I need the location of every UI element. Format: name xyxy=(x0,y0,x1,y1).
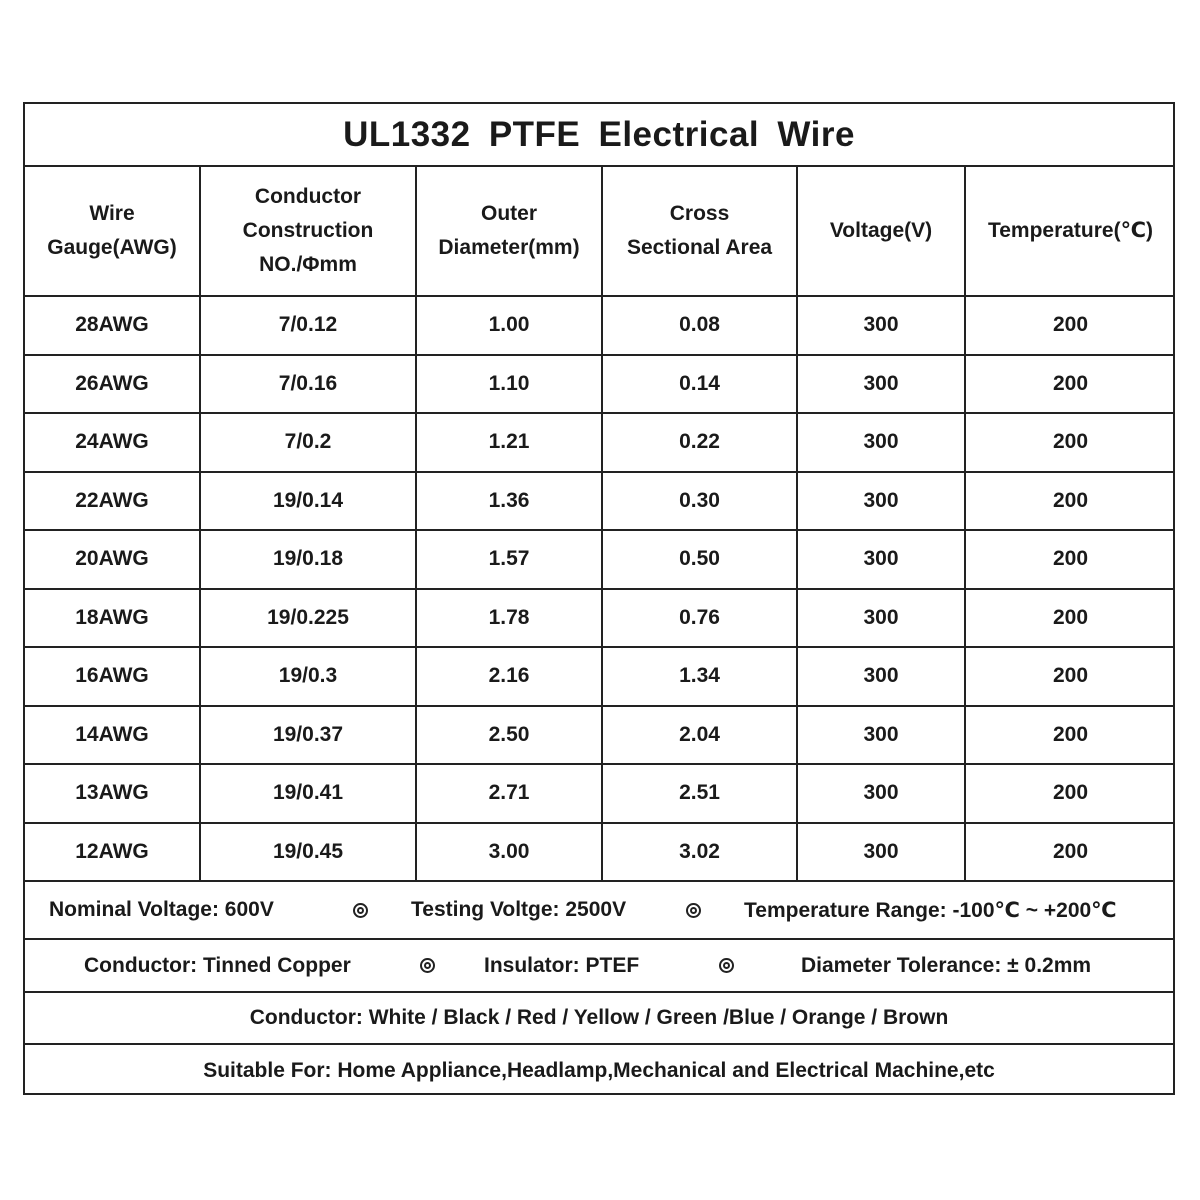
table-cell: 0.22 xyxy=(602,413,797,472)
table-cell: 300 xyxy=(797,706,965,765)
table-row xyxy=(25,706,1175,765)
table-cell: 200 xyxy=(965,355,1175,414)
conductor-material-text: Conductor: Tinned Copper xyxy=(84,953,351,977)
material-info-row xyxy=(25,940,1173,993)
column-header-line: Voltage(V) xyxy=(829,219,933,242)
column-header xyxy=(602,167,797,296)
table-body xyxy=(25,296,1175,881)
colors-info-row xyxy=(25,993,1173,1045)
table-cell: 19/0.45 xyxy=(200,823,416,882)
column-header xyxy=(416,167,602,296)
table-cell: 200 xyxy=(965,764,1175,823)
table-cell: 300 xyxy=(797,355,965,414)
column-header-line: Gauge(AWG) xyxy=(47,236,177,259)
table-cell: 300 xyxy=(797,764,965,823)
table-cell: 0.14 xyxy=(602,355,797,414)
table-cell: 14AWG xyxy=(25,706,200,765)
wire-spec-table xyxy=(25,167,1175,882)
table-cell: 3.02 xyxy=(602,823,797,882)
table-cell: 13AWG xyxy=(25,764,200,823)
temperature-range-text: Temperature Range: -100℃ ~ +200℃ xyxy=(744,898,1117,922)
table-cell: 19/0.18 xyxy=(200,530,416,589)
spec-sheet xyxy=(23,102,1175,1095)
column-header-line: NO./Φmm xyxy=(259,253,357,276)
table-cell: 1.34 xyxy=(602,647,797,706)
table-cell: 18AWG xyxy=(25,589,200,648)
column-header xyxy=(797,167,965,296)
table-cell: 2.04 xyxy=(602,706,797,765)
table-cell: 2.16 xyxy=(416,647,602,706)
column-header-line: Sectional Area xyxy=(626,236,773,259)
table-row xyxy=(25,530,1175,589)
column-header xyxy=(25,167,200,296)
table-cell: 300 xyxy=(797,530,965,589)
column-header-line: Cross xyxy=(669,202,730,225)
table-cell: 2.71 xyxy=(416,764,602,823)
table-row xyxy=(25,296,1175,355)
table-cell: 0.50 xyxy=(602,530,797,589)
table-row xyxy=(25,355,1175,414)
table-cell: 200 xyxy=(965,823,1175,882)
table-cell: 7/0.12 xyxy=(200,296,416,355)
table-cell: 1.57 xyxy=(416,530,602,589)
table-row xyxy=(25,647,1175,706)
column-header xyxy=(965,167,1175,296)
table-cell: 3.00 xyxy=(416,823,602,882)
table-cell: 0.30 xyxy=(602,472,797,531)
table-cell: 200 xyxy=(965,413,1175,472)
table-cell: 24AWG xyxy=(25,413,200,472)
table-cell: 7/0.16 xyxy=(200,355,416,414)
table-cell: 26AWG xyxy=(25,355,200,414)
table-cell: 300 xyxy=(797,413,965,472)
table-cell: 7/0.2 xyxy=(200,413,416,472)
table-cell: 2.51 xyxy=(602,764,797,823)
table-cell: 19/0.14 xyxy=(200,472,416,531)
table-cell: 1.21 xyxy=(416,413,602,472)
table-cell: 19/0.225 xyxy=(200,589,416,648)
voltage-info-row xyxy=(25,882,1173,940)
table-cell: 22AWG xyxy=(25,472,200,531)
table-cell: 1.00 xyxy=(416,296,602,355)
nominal-voltage-text: Nominal Voltage: 600V xyxy=(49,898,274,921)
table-cell: 16AWG xyxy=(25,647,200,706)
table-cell: 20AWG xyxy=(25,530,200,589)
table-cell: 200 xyxy=(965,706,1175,765)
table-cell: 200 xyxy=(965,296,1175,355)
double-circle-bullet-icon xyxy=(686,903,701,918)
table-cell: 300 xyxy=(797,472,965,531)
table-cell: 19/0.41 xyxy=(200,764,416,823)
column-header xyxy=(200,167,416,296)
table-cell: 1.78 xyxy=(416,589,602,648)
table-cell: 300 xyxy=(797,647,965,706)
testing-voltage-text: Testing Voltge: 2500V xyxy=(411,898,627,921)
table-row xyxy=(25,589,1175,648)
sheet-title: UL1332 PTFE Electrical Wire xyxy=(25,104,1173,167)
table-cell: 300 xyxy=(797,296,965,355)
column-header-line: Wire xyxy=(89,202,135,225)
table-cell: 300 xyxy=(797,823,965,882)
table-row xyxy=(25,413,1175,472)
table-cell: 1.36 xyxy=(416,472,602,531)
column-header-line: Diameter(mm) xyxy=(438,236,580,259)
column-header-line: Construction xyxy=(242,219,374,242)
table-cell: 200 xyxy=(965,472,1175,531)
table-cell: 2.50 xyxy=(416,706,602,765)
table-cell: 1.10 xyxy=(416,355,602,414)
table-cell: 19/0.3 xyxy=(200,647,416,706)
conductor-colors-text: Conductor: White / Black / Red / Yellow / Green /Blue / Orange / Brown xyxy=(249,1006,949,1029)
table-cell: 0.08 xyxy=(602,296,797,355)
table-row xyxy=(25,472,1175,531)
suitable-for-text: Suitable For: Home Appliance,Headlamp,Mechanical and Electrical Machine,etc xyxy=(203,1059,995,1082)
table-cell: 200 xyxy=(965,589,1175,648)
table-cell: 28AWG xyxy=(25,296,200,355)
table-cell: 300 xyxy=(797,589,965,648)
insulator-text: Insulator: PTEF xyxy=(484,953,640,977)
double-circle-bullet-icon xyxy=(353,903,368,918)
table-row xyxy=(25,764,1175,823)
column-header-line: Outer xyxy=(480,202,537,225)
table-cell: 12AWG xyxy=(25,823,200,882)
table-cell: 0.76 xyxy=(602,589,797,648)
usage-info-row xyxy=(25,1045,1173,1097)
table-cell: 19/0.37 xyxy=(200,706,416,765)
double-circle-bullet-icon xyxy=(420,958,435,973)
table-cell: 200 xyxy=(965,530,1175,589)
table-row xyxy=(25,823,1175,882)
double-circle-bullet-icon xyxy=(719,958,734,973)
column-header-line: Temperature(℃) xyxy=(987,219,1154,242)
diameter-tolerance-text: Diameter Tolerance: ± 0.2mm xyxy=(801,953,1092,977)
column-header-line: Conductor xyxy=(254,185,362,208)
table-header-row xyxy=(25,167,1175,296)
table-cell: 200 xyxy=(965,647,1175,706)
